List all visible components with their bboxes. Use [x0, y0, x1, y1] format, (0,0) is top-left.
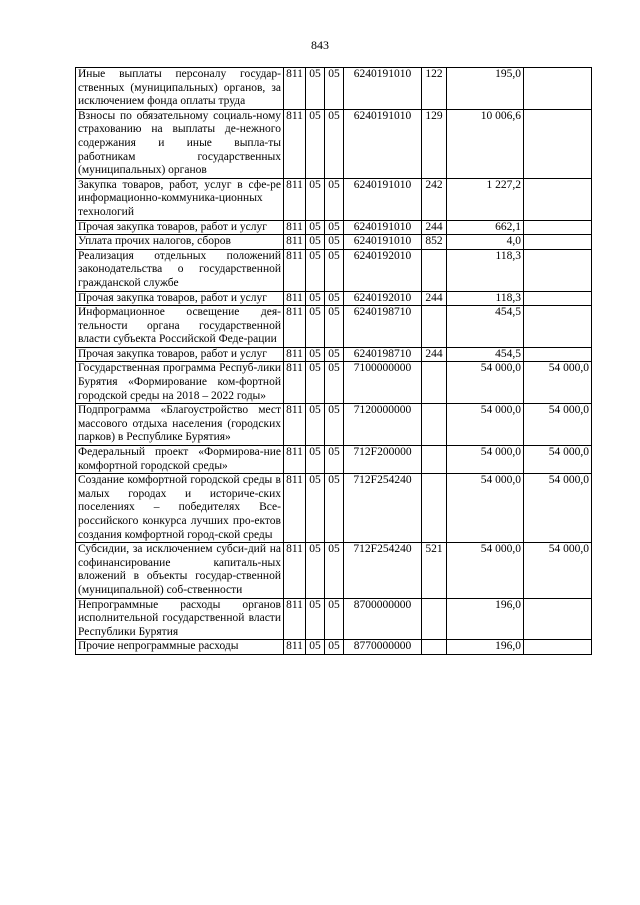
amount-cell: 54 000,0	[447, 543, 524, 598]
table-row	[76, 543, 592, 598]
subsection-code-cell: 05	[325, 306, 344, 348]
expense-name-cell: Взносы по обязательному социаль-ному страхованию на выплаты де-нежного содержания и иные выпла-ты работникам государственных (муниципальных) органов	[76, 109, 284, 178]
section-code-cell: 05	[306, 220, 325, 235]
amount-cell: 54 000,0	[447, 446, 524, 474]
amount-second-cell: 54 000,0	[524, 362, 592, 404]
target-item-code-cell: 8700000000	[344, 598, 422, 640]
target-item-code-cell: 6240191010	[344, 109, 422, 178]
target-item-code-cell: 6240192010	[344, 249, 422, 291]
expense-name-cell: Иные выплаты персоналу государ-ственных (муниципальных) органов, за исключением фонда оплаты труда	[76, 68, 284, 110]
subsection-code-cell: 05	[325, 598, 344, 640]
target-item-code-cell: 712F200000	[344, 446, 422, 474]
amount-second-cell	[524, 291, 592, 306]
amount-cell: 10 006,6	[447, 109, 524, 178]
subsection-code-cell: 05	[325, 220, 344, 235]
section-code-cell: 05	[306, 598, 325, 640]
section-code-cell: 05	[306, 306, 325, 348]
table-body	[76, 68, 592, 655]
expense-name-cell: Прочие непрограммные расходы	[76, 640, 284, 655]
expense-type-code-cell	[422, 249, 447, 291]
table-row	[76, 404, 592, 446]
target-item-code-cell: 6240192010	[344, 291, 422, 306]
section-code-cell: 05	[306, 249, 325, 291]
amount-second-cell	[524, 598, 592, 640]
subsection-code-cell: 05	[325, 291, 344, 306]
subsection-code-cell: 05	[325, 404, 344, 446]
table-row	[76, 220, 592, 235]
table-row	[76, 291, 592, 306]
expense-type-code-cell	[422, 640, 447, 655]
subsection-code-cell: 05	[325, 446, 344, 474]
subsection-code-cell: 05	[325, 178, 344, 220]
section-code-cell: 05	[306, 543, 325, 598]
amount-cell: 118,3	[447, 291, 524, 306]
department-code-cell: 811	[284, 178, 306, 220]
amount-second-cell: 54 000,0	[524, 446, 592, 474]
department-code-cell: 811	[284, 220, 306, 235]
target-item-code-cell: 7100000000	[344, 362, 422, 404]
table-row	[76, 446, 592, 474]
expense-name-cell: Информационное освещение дея-тельности органа государственной власти субъекта Российской Феде-рации	[76, 306, 284, 348]
expense-type-code-cell	[422, 362, 447, 404]
department-code-cell: 811	[284, 109, 306, 178]
amount-cell: 454,5	[447, 347, 524, 362]
target-item-code-cell: 6240191010	[344, 178, 422, 220]
target-item-code-cell: 7120000000	[344, 404, 422, 446]
department-code-cell: 811	[284, 249, 306, 291]
department-code-cell: 811	[284, 543, 306, 598]
subsection-code-cell: 05	[325, 235, 344, 250]
department-code-cell: 811	[284, 474, 306, 543]
subsection-code-cell: 05	[325, 109, 344, 178]
department-code-cell: 811	[284, 347, 306, 362]
expense-name-cell: Прочая закупка товаров, работ и услуг	[76, 291, 284, 306]
table-row	[76, 109, 592, 178]
table-row	[76, 347, 592, 362]
budget-table	[75, 67, 592, 655]
subsection-code-cell: 05	[325, 347, 344, 362]
target-item-code-cell: 712F254240	[344, 543, 422, 598]
department-code-cell: 811	[284, 640, 306, 655]
department-code-cell: 811	[284, 598, 306, 640]
table-row	[76, 249, 592, 291]
expense-type-code-cell: 852	[422, 235, 447, 250]
amount-second-cell	[524, 220, 592, 235]
amount-second-cell	[524, 640, 592, 655]
expense-name-cell: Подпрограмма «Благоустройство мест массового отдыха населения (городских парков) в Республике Бурятия»	[76, 404, 284, 446]
department-code-cell: 811	[284, 68, 306, 110]
section-code-cell: 05	[306, 109, 325, 178]
amount-cell: 54 000,0	[447, 404, 524, 446]
section-code-cell: 05	[306, 178, 325, 220]
expense-name-cell: Государственная программа Респуб-лики Бурятия «Формирование ком-фортной городской среды на 2018 – 2022 годы»	[76, 362, 284, 404]
section-code-cell: 05	[306, 446, 325, 474]
expense-type-code-cell: 244	[422, 220, 447, 235]
section-code-cell: 05	[306, 235, 325, 250]
table-row	[76, 598, 592, 640]
section-code-cell: 05	[306, 68, 325, 110]
expense-type-code-cell	[422, 404, 447, 446]
department-code-cell: 811	[284, 362, 306, 404]
target-item-code-cell: 6240191010	[344, 68, 422, 110]
expense-type-code-cell	[422, 474, 447, 543]
target-item-code-cell: 712F254240	[344, 474, 422, 543]
expense-type-code-cell: 244	[422, 291, 447, 306]
subsection-code-cell: 05	[325, 543, 344, 598]
subsection-code-cell: 05	[325, 474, 344, 543]
subsection-code-cell: 05	[325, 362, 344, 404]
amount-second-cell	[524, 109, 592, 178]
expense-type-code-cell	[422, 446, 447, 474]
table-row	[76, 474, 592, 543]
amount-cell: 454,5	[447, 306, 524, 348]
target-item-code-cell: 6240198710	[344, 306, 422, 348]
section-code-cell: 05	[306, 474, 325, 543]
table-row	[76, 640, 592, 655]
table-row	[76, 306, 592, 348]
expense-name-cell: Реализация отдельных положений законодательства о государственной гражданской службе	[76, 249, 284, 291]
department-code-cell: 811	[284, 291, 306, 306]
amount-cell: 118,3	[447, 249, 524, 291]
subsection-code-cell: 05	[325, 640, 344, 655]
section-code-cell: 05	[306, 347, 325, 362]
amount-second-cell: 54 000,0	[524, 404, 592, 446]
target-item-code-cell: 6240198710	[344, 347, 422, 362]
table-row	[76, 362, 592, 404]
department-code-cell: 811	[284, 235, 306, 250]
expense-name-cell: Прочая закупка товаров, работ и услуг	[76, 220, 284, 235]
amount-cell: 54 000,0	[447, 362, 524, 404]
amount-cell: 196,0	[447, 640, 524, 655]
expense-name-cell: Субсидии, за исключением субси-дий на софинансирование капиталь-ных вложений в объекты государ-ственной (муниципальной) соб-ственности	[76, 543, 284, 598]
section-code-cell: 05	[306, 404, 325, 446]
section-code-cell: 05	[306, 362, 325, 404]
section-code-cell: 05	[306, 291, 325, 306]
amount-second-cell	[524, 178, 592, 220]
subsection-code-cell: 05	[325, 68, 344, 110]
amount-cell: 4,0	[447, 235, 524, 250]
amount-cell: 195,0	[447, 68, 524, 110]
page-number: 843	[311, 38, 329, 52]
amount-second-cell	[524, 235, 592, 250]
expense-name-cell: Непрограммные расходы органов исполнительной государственной власти Республики Бурятия	[76, 598, 284, 640]
department-code-cell: 811	[284, 306, 306, 348]
expense-type-code-cell: 129	[422, 109, 447, 178]
department-code-cell: 811	[284, 404, 306, 446]
expense-name-cell: Прочая закупка товаров, работ и услуг	[76, 347, 284, 362]
table-row	[76, 235, 592, 250]
amount-second-cell	[524, 347, 592, 362]
amount-second-cell	[524, 306, 592, 348]
table-row	[76, 68, 592, 110]
expense-type-code-cell: 244	[422, 347, 447, 362]
amount-cell: 1 227,2	[447, 178, 524, 220]
section-code-cell: 05	[306, 640, 325, 655]
expense-name-cell: Закупка товаров, работ, услуг в сфе-ре информационно-коммуника-ционных технологий	[76, 178, 284, 220]
expense-name-cell: Федеральный проект «Формирова-ние комфортной городской среды»	[76, 446, 284, 474]
department-code-cell: 811	[284, 446, 306, 474]
expense-name-cell: Создание комфортной городской среды в малых городах и историче-ских поселениях – победителях Все-российского конкурса лучших про-ектов создания комфортной город-ской среды	[76, 474, 284, 543]
expense-type-code-cell	[422, 306, 447, 348]
expense-type-code-cell: 521	[422, 543, 447, 598]
target-item-code-cell: 6240191010	[344, 235, 422, 250]
amount-second-cell: 54 000,0	[524, 474, 592, 543]
target-item-code-cell: 8770000000	[344, 640, 422, 655]
expense-type-code-cell: 242	[422, 178, 447, 220]
expense-type-code-cell: 122	[422, 68, 447, 110]
expense-name-cell: Уплата прочих налогов, сборов	[76, 235, 284, 250]
expense-type-code-cell	[422, 598, 447, 640]
amount-second-cell	[524, 249, 592, 291]
amount-cell: 54 000,0	[447, 474, 524, 543]
target-item-code-cell: 6240191010	[344, 220, 422, 235]
amount-cell: 662,1	[447, 220, 524, 235]
table-row	[76, 178, 592, 220]
subsection-code-cell: 05	[325, 249, 344, 291]
amount-second-cell: 54 000,0	[524, 543, 592, 598]
amount-cell: 196,0	[447, 598, 524, 640]
amount-second-cell	[524, 68, 592, 110]
